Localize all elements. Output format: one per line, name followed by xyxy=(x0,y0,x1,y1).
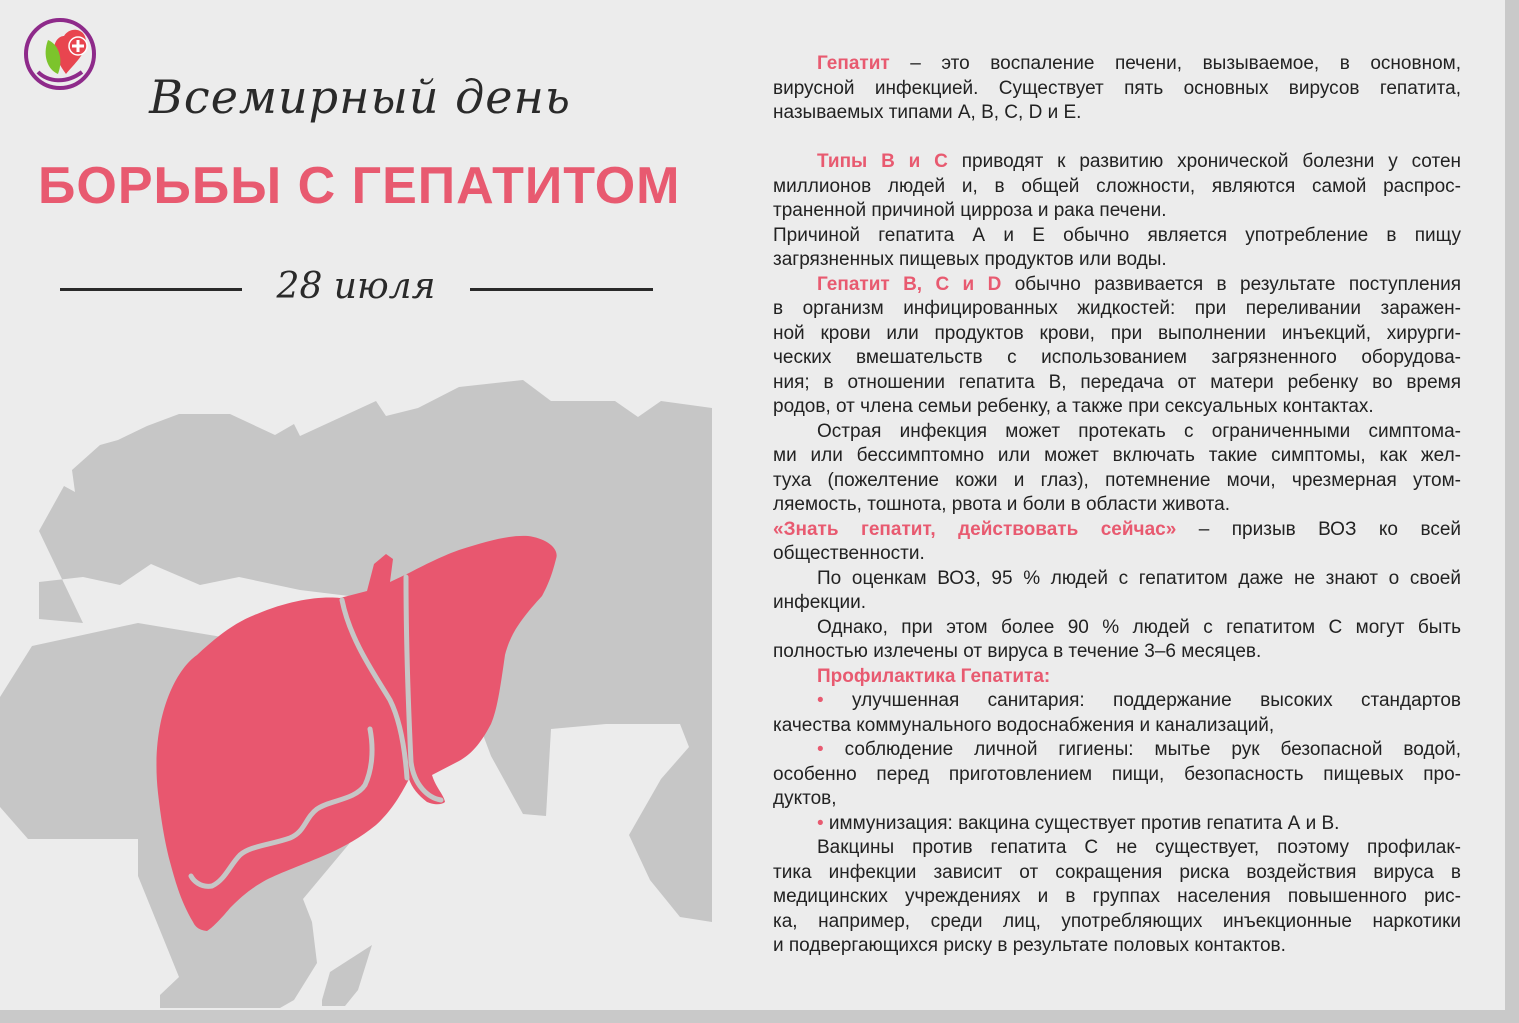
line-text: в организм инфицированных жидкостей: при переливании заражен- xyxy=(773,298,1461,319)
paragraph xyxy=(773,665,1461,690)
line-text: инфекции. xyxy=(773,592,867,613)
paragraph xyxy=(773,616,1461,665)
highlighted-term: Гепатит В, С и D xyxy=(817,273,1002,295)
line-text: иммунизация: вакцина существует против гепатита А и В. xyxy=(823,812,1340,834)
main-title: БОРЬБЫ С ГЕПАТИТОМ xyxy=(38,157,681,215)
text-line xyxy=(773,689,1461,714)
line-text: ческих вмешательств с использованием загрязненного оборудова- xyxy=(773,347,1461,368)
text-line xyxy=(773,861,1461,886)
text-line xyxy=(773,763,1461,788)
paragraph xyxy=(773,224,1461,273)
text-line xyxy=(773,248,1461,273)
line-text: дуктов, xyxy=(773,788,837,809)
paragraph xyxy=(773,836,1461,959)
line-text: ния; в отношении гепатита В, передача от матери ребенку во время xyxy=(773,371,1461,393)
line-text: По оценкам ВОЗ, 95 % людей с гепатитом даже не знают о своей xyxy=(817,567,1461,589)
line-text: качества коммунального водоснабжения и канализаций, xyxy=(773,714,1275,736)
text-line xyxy=(773,420,1461,445)
line-text: ляемость, тошнота, рвота и боли в области живота. xyxy=(773,494,1231,515)
line-text: Острая инфекция может протекать с ограниченными симптома- xyxy=(817,420,1461,442)
date-text: 28 июля xyxy=(276,266,436,307)
line-text: ка, например, среди лиц, употребляющих инъекционные наркотики xyxy=(773,910,1461,932)
text-line xyxy=(773,150,1461,175)
text-line xyxy=(773,591,1461,616)
text-line xyxy=(773,493,1461,518)
text-line xyxy=(773,836,1461,861)
text-line xyxy=(773,371,1461,396)
text-line xyxy=(773,346,1461,371)
bullet-icon: • xyxy=(817,690,824,711)
line-text: загрязненных пищевых продуктов или воды. xyxy=(773,249,1167,270)
line-text: Вакцины против гепатита С не существует, поэтому профилак- xyxy=(817,837,1461,858)
bullet-icon: • xyxy=(817,739,824,760)
text-line xyxy=(773,885,1461,910)
line-text: и подвергающихся риску в результате половых контактов. xyxy=(773,935,1286,956)
text-line xyxy=(773,101,1461,126)
line-text: приводят к развитию хронической болезни у сотен xyxy=(947,151,1462,172)
paragraph xyxy=(773,52,1461,126)
text-line xyxy=(773,273,1461,298)
article-text xyxy=(773,52,1461,959)
line-text: полностью излечены от вируса в течение 3–6 месяцев. xyxy=(773,641,1262,662)
text-line xyxy=(773,77,1461,102)
highlighted-term: Типы В и С xyxy=(817,151,948,172)
text-line xyxy=(773,322,1461,347)
text-line xyxy=(773,542,1461,567)
paragraph xyxy=(773,689,1461,738)
text-line xyxy=(773,52,1461,77)
line-text: обычно развивается в результате поступления xyxy=(1001,273,1461,295)
bullet-icon: • xyxy=(817,812,824,834)
line-text: траненной причиной цирроза и рака печени. xyxy=(773,200,1167,221)
paragraph xyxy=(773,518,1461,567)
paragraph xyxy=(773,150,1461,224)
line-text: Однако, при этом более 90 % людей с гепатитом С могут быть xyxy=(817,616,1461,638)
paragraph xyxy=(773,567,1461,616)
line-text: – это воспаление печени, вызываемое, в основном, xyxy=(889,53,1461,74)
line-text: называемых типами А, В, С, D и Е. xyxy=(773,102,1082,123)
line-text: вирусной инфекцией. Существует пять основных вирусов гепатита, xyxy=(773,77,1461,99)
line-text: туха (пожелтение кожи и глаз), потемнение мочи, чрезмерная утом- xyxy=(773,469,1461,491)
line-text: улучшенная санитария: поддержание высоких стандартов xyxy=(823,690,1461,711)
date-row xyxy=(0,266,720,316)
line-text: миллионов людей и, в общей сложности, являются самой распрос- xyxy=(773,175,1461,197)
text-line xyxy=(773,469,1461,494)
text-line xyxy=(773,714,1461,739)
line-text: тика инфекции зависит от сокращения риска воздействия вируса в xyxy=(773,861,1461,883)
divider-right xyxy=(470,288,653,291)
highlighted-term: Гепатит xyxy=(817,53,890,74)
line-text: соблюдение личной гигиены: мытье рук безопасной водой, xyxy=(823,739,1461,760)
text-line xyxy=(773,518,1461,543)
text-line xyxy=(773,640,1461,665)
text-line xyxy=(773,395,1461,420)
line-text: родов, от члена семьи ребенку, а также при сексуальных контактах. xyxy=(773,396,1374,417)
text-line xyxy=(773,297,1461,322)
text-line xyxy=(773,224,1461,249)
paragraph xyxy=(773,273,1461,420)
text-line xyxy=(773,934,1461,959)
text-line xyxy=(773,175,1461,200)
divider-left xyxy=(60,288,242,291)
text-line xyxy=(773,665,1461,690)
line-text: ми или бессимптомно или может включать такие симптомы, как жел- xyxy=(773,445,1461,466)
text-line xyxy=(773,812,1461,837)
madagascar-map-shape xyxy=(322,945,372,1006)
paragraph xyxy=(773,420,1461,518)
paragraph xyxy=(773,812,1461,837)
line-text: особенно перед приготовлением пищи, безопасность пищевых про- xyxy=(773,763,1461,785)
line-text: общественности. xyxy=(773,543,925,564)
line-text: ной крови или продуктов крови, при выполнении инъекций, хирурги- xyxy=(773,322,1461,344)
script-title: Всемирный день xyxy=(149,70,571,124)
text-line xyxy=(773,738,1461,763)
highlighted-term: Профилактика Гепатита: xyxy=(817,665,1051,687)
text-line xyxy=(773,616,1461,641)
world-map-illustration xyxy=(0,0,720,1010)
text-line xyxy=(773,787,1461,812)
text-line xyxy=(773,444,1461,469)
highlighted-term: «Знать гепатит, действовать сейчас» xyxy=(773,518,1177,540)
text-line xyxy=(773,910,1461,935)
line-text: Причиной гепатита А и Е обычно является употребление в пищу xyxy=(773,224,1461,246)
line-text: медицинских учреждениях и в группах населения повышенного рис- xyxy=(773,886,1461,907)
line-text: – призыв ВОЗ ко всей xyxy=(1176,518,1462,540)
text-line xyxy=(773,199,1461,224)
text-line xyxy=(773,567,1461,592)
paragraph xyxy=(773,738,1461,812)
